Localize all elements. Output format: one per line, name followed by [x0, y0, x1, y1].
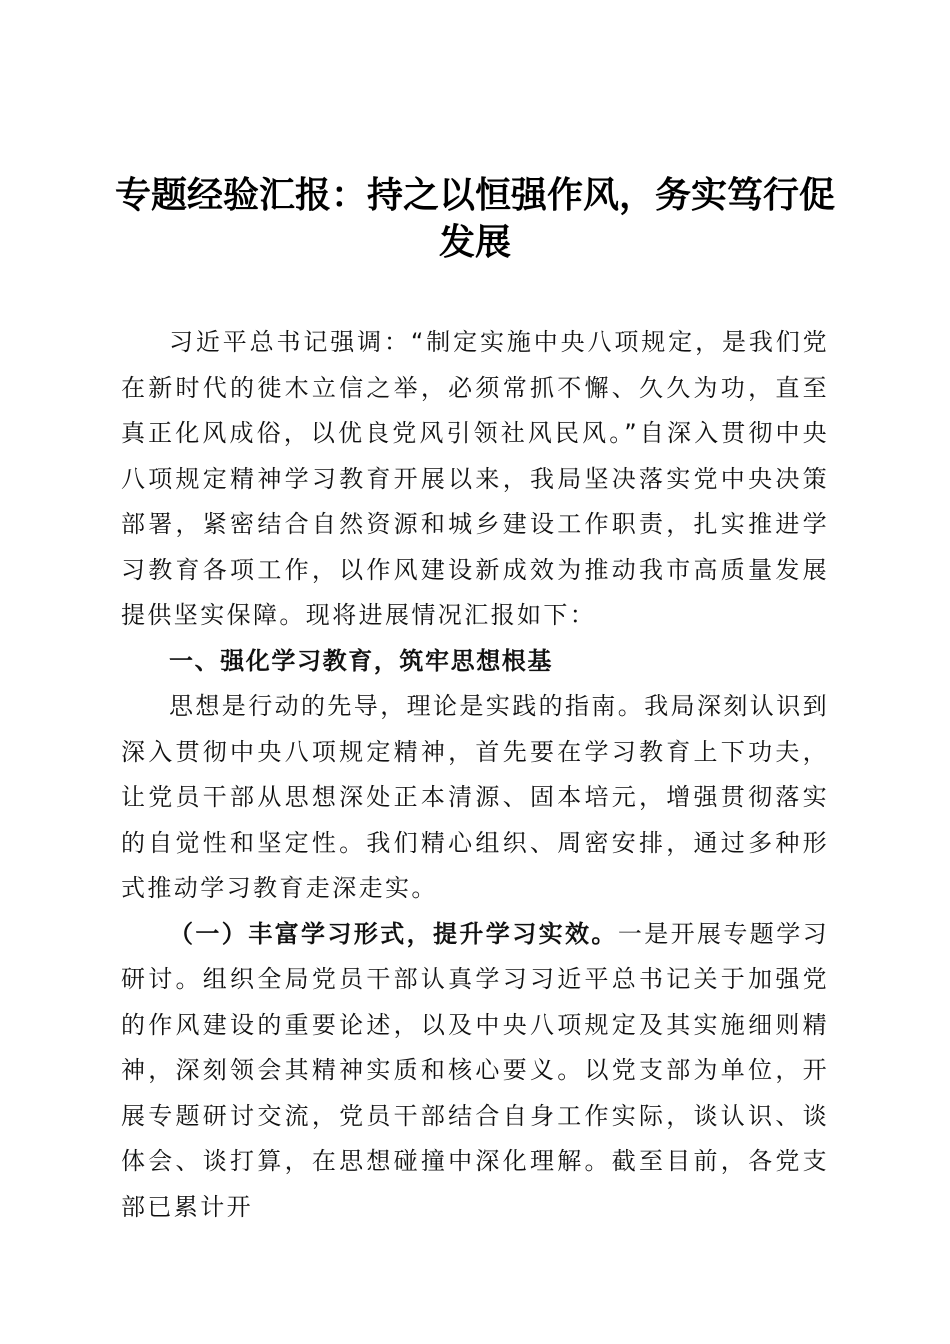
section-1-paragraph: 思想是行动的先导，理论是实践的指南。我局深刻认识到深入贯彻中央八项规定精神，首先要在学习教育上下功夫，让党员干部从思想深处正本清源、固本培元，增强贯彻落实的自觉性和坚定性。我们精心组织、周密安排，通过多种形式推动学习教育走深走实。	[121, 692, 829, 902]
document-title: 专题经验汇报：持之以恒强作风，务实笃行促发展	[114, 174, 835, 263]
subsection-1-paragraph	[121, 912, 829, 1231]
intro-paragraph: 习近平总书记强调：“制定实施中央八项规定，是我们党在新时代的徙木立信之举，必须常抓不懈、久久为功，直至真正化风成俗，以优良党风引领社风民风。”自深入贯彻中央八项规定精神学习教育开展以来，我局坚决落实党中央决策部署，紧密结合自然资源和城乡建设工作职责，扎实推进学习教育各项工作，以作风建设新成效为推动我市高质量发展提供坚实保障。现将进展情况汇报如下：	[121, 328, 829, 629]
document-body	[121, 320, 829, 1230]
subsection-heading-1: （一）丰富学习形式，提升学习实效。	[169, 919, 618, 948]
section-heading-1: 一、强化学习教育，筑牢思想根基	[169, 646, 553, 675]
subsection-1-text: 研讨。组织全局党员干部认真学习习近平总书记关于加强党的作风建设的重要论述，以及中央八项规定及其实施细则精神，深刻领会其精神实质和核心要义。以党支部为单位，开展专题研讨交流，党员干部结合自身工作实际，谈认识、谈体会、谈打算，在思想碰撞中深化理解。截至目前，各党支部已累计开	[121, 965, 829, 1221]
subsection-1-lead: 一是开展专题学习	[617, 919, 830, 948]
